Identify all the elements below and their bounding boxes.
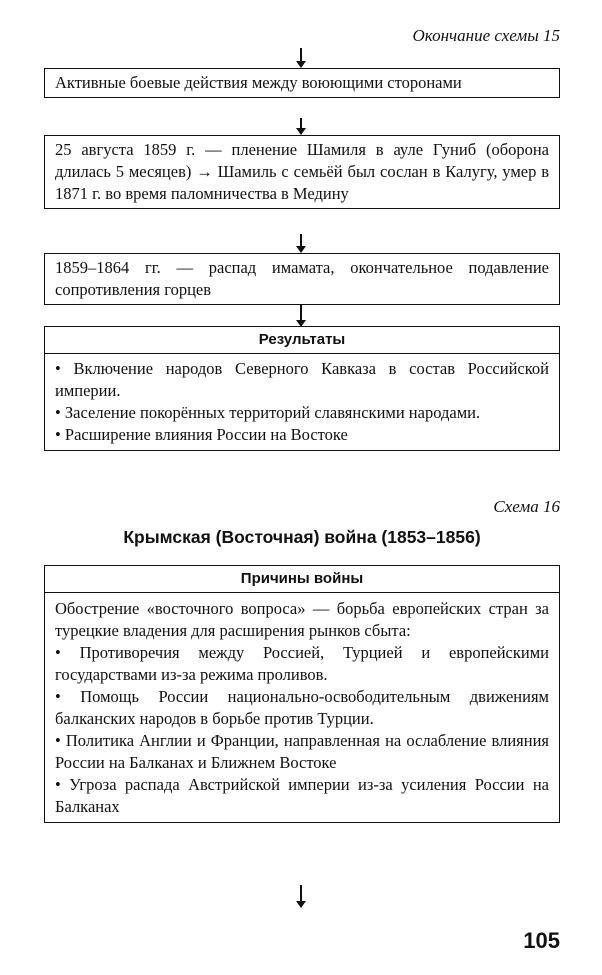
results-title: Результаты — [45, 327, 559, 354]
results-item: • Включение народов Северного Кавказа в состав Российской империи. — [55, 359, 549, 400]
causes-list — [45, 593, 559, 822]
causes-item: • Противоречия между Россией, Турцией и европейскими государствами из-за режима проливов. — [55, 643, 549, 684]
arrow-right-icon: → — [196, 162, 213, 181]
page-number: 105 — [523, 928, 560, 953]
results-item: • Расширение влияния России на Востоке — [55, 425, 348, 444]
section-title: Крымская (Восточная) война (1853–1856) — [123, 527, 481, 547]
shamil-capture-text: 25 августа 1859 г. — пленение Шамиля в ауле Гуниб (оборона длилась 5 месяцев) — [55, 140, 549, 181]
causes-title: Причины войны — [45, 566, 559, 593]
causes-box — [44, 565, 560, 823]
results-item: • Заселение покорённых территорий славянскими народами. — [55, 403, 481, 422]
results-list — [45, 354, 559, 450]
results-box — [44, 326, 560, 451]
causes-intro: Обострение «восточного вопроса» — борьба европейских стран за турецкие владения для расширения рынков сбыта: — [55, 599, 549, 640]
arrow-down-icon — [296, 128, 306, 135]
causes-item: • Помощь России национально-освободительным движениям балканских народов в борьбе против Турции. — [55, 687, 549, 728]
shamil-capture-box — [44, 135, 560, 209]
arrow-down-icon — [296, 61, 306, 68]
arrow-down-icon — [296, 901, 306, 908]
schema-label: Схема 16 — [493, 497, 560, 516]
shamil-exile-text: Шамиль с семьёй был сослан в Калугу, умер в 1871 г. во время паломничества в Медину — [55, 162, 549, 203]
causes-item: • Угроза распада Австрийской империи из-за усиления России на Балканах — [55, 775, 549, 816]
active-fighting-box — [44, 68, 560, 98]
imamate-collapse-text: 1859–1864 гг. — распад имамата, окончательное подавление сопротивления горцев — [55, 258, 549, 299]
active-fighting-text: Активные боевые действия между воюющими сторонами — [55, 73, 462, 92]
imamate-collapse-box — [44, 253, 560, 305]
continuation-header: Окончание схемы 15 — [412, 26, 560, 45]
causes-item: • Политика Англии и Франции, направленная на ослабление влияния России на Балканах и Ближнем Востоке — [55, 731, 549, 772]
arrow-down-icon — [296, 246, 306, 253]
